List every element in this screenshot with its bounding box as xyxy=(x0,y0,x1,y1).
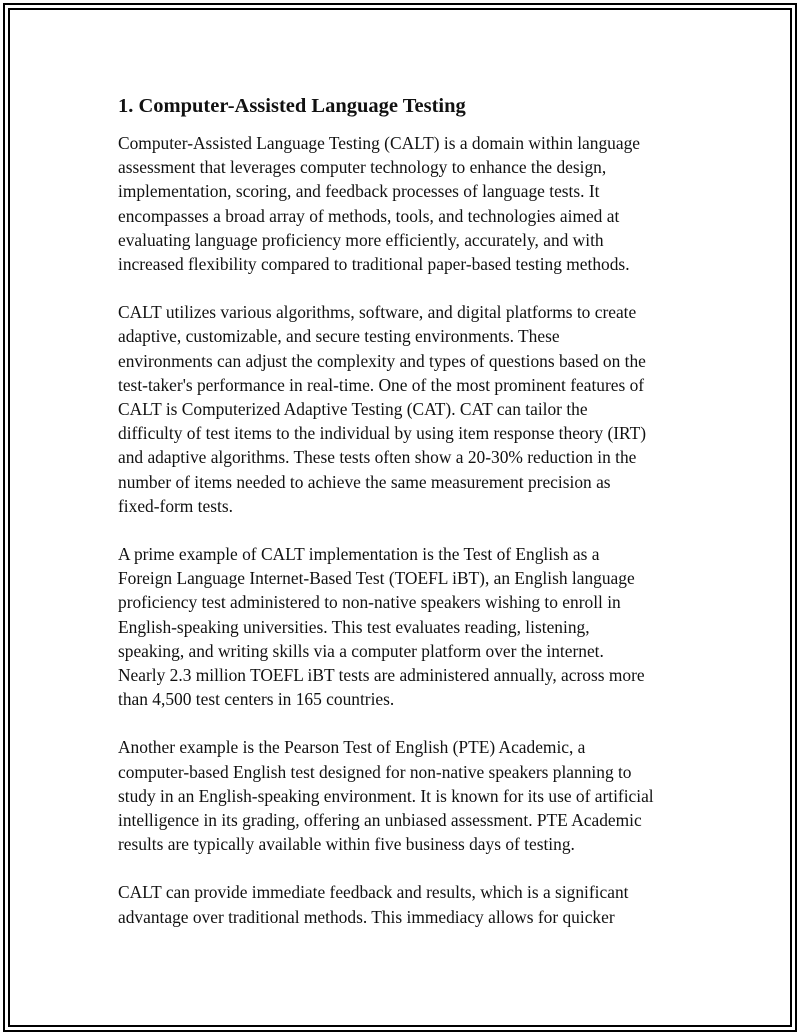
text-line: test-taker's performance in real-time. One of the most prominent features of xyxy=(118,374,645,395)
text-line: environments can adjust the complexity and types of questions based on the xyxy=(118,350,646,371)
text-line: advantage over traditional methods. This immediacy allows for quicker xyxy=(118,906,615,927)
text-line: implementation, scoring, and feedback processes of language tests. It xyxy=(118,181,600,202)
text-line: number of items needed to achieve the same measurement precision as xyxy=(118,471,611,492)
text-line: fixed-form tests. xyxy=(118,495,233,516)
text-line: encompasses a broad array of methods, tools, and technologies aimed at xyxy=(118,205,620,226)
text-line: Computer-Assisted Language Testing (CALT) is a domain within language xyxy=(118,133,640,153)
text-line: study in an English-speaking environment. It is known for its use of artificial xyxy=(118,785,654,806)
text-line: A prime example of CALT implementation is the Test of English as a xyxy=(118,544,600,565)
text-line: difficulty of test items to the individual by using item response theory (IRT) xyxy=(118,423,646,444)
text-line: CALT utilizes various algorithms, software, and digital platforms to create xyxy=(118,302,637,323)
text-line: and adaptive algorithms. These tests often show a 20-30% reduction in the xyxy=(118,447,637,468)
text-line: assessment that leverages computer technology to enhance the design, xyxy=(118,157,607,178)
text-line: adaptive, customizable, and secure testing environments. These xyxy=(118,326,560,347)
text-line: results are typically available within five business days of testing. xyxy=(118,834,575,855)
paragraph-calt-feedback xyxy=(118,880,688,928)
section-heading: 1. Computer-Assisted Language Testing xyxy=(118,95,466,117)
text-line: evaluating language proficiency more efficiently, accurately, and with xyxy=(118,229,604,250)
paragraph-calt-adaptive xyxy=(118,300,688,518)
document-body xyxy=(118,92,688,953)
text-line: increased flexibility compared to traditional paper-based testing methods. xyxy=(118,254,630,275)
text-line: CALT is Computerized Adaptive Testing (CAT). CAT can tailor the xyxy=(118,399,588,420)
text-line: than 4,500 test centers in 165 countries. xyxy=(118,689,395,710)
paragraph-calt-definition xyxy=(118,131,688,276)
text-line: Another example is the Pearson Test of English (PTE) Academic, a xyxy=(118,737,586,758)
text-line: Nearly 2.3 million TOEFL iBT tests are administered annually, across more xyxy=(118,665,645,686)
paragraph-pte-example xyxy=(118,735,688,856)
text-line: intelligence in its grading, offering an unbiased assessment. PTE Academic xyxy=(118,810,642,831)
text-line: proficiency test administered to non-native speakers wishing to enroll in xyxy=(118,592,621,613)
text-line: English-speaking universities. This test evaluates reading, listening, xyxy=(118,616,590,637)
text-line: Foreign Language Internet-Based Test (TOEFL iBT), an English language xyxy=(118,568,635,589)
paragraph-toefl-example xyxy=(118,542,688,711)
text-line: speaking, and writing skills via a computer platform over the internet. xyxy=(118,640,604,661)
text-line: computer-based English test designed for non-native speakers planning to xyxy=(118,761,632,782)
text-line: CALT can provide immediate feedback and results, which is a significant xyxy=(118,882,629,903)
